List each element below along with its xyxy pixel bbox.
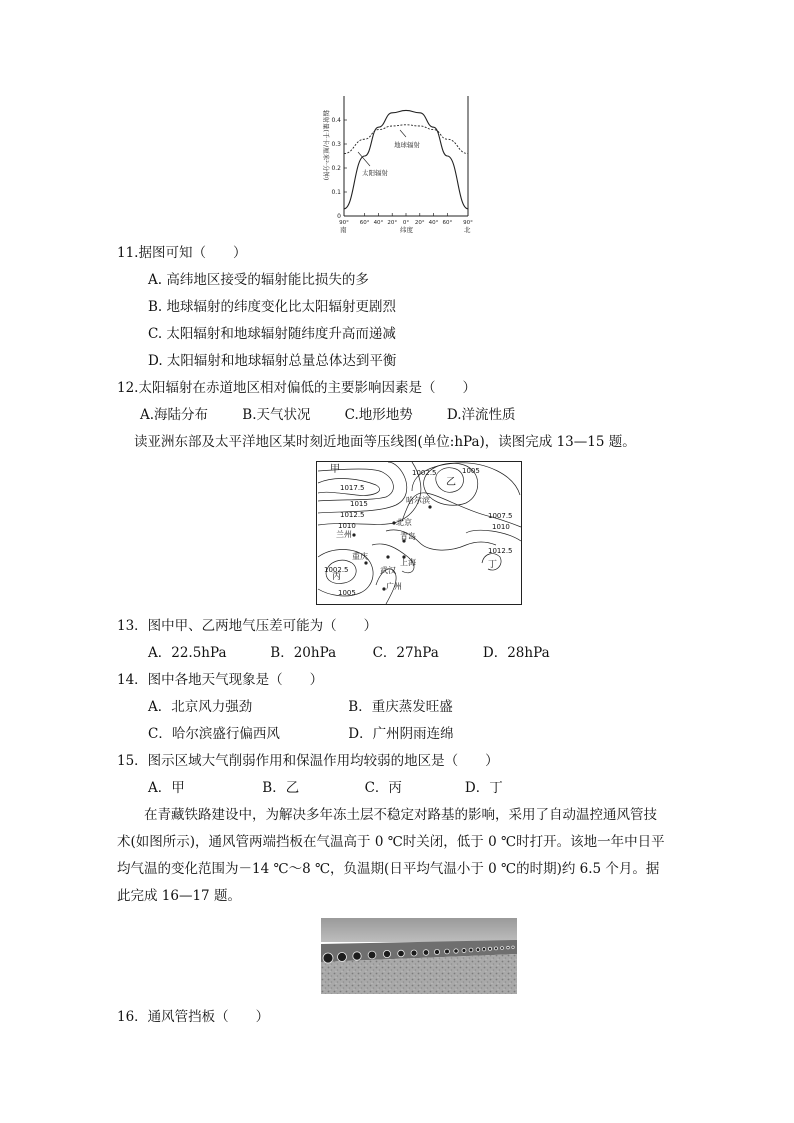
question-14-stem: 14．图中各地天气现象是（ ） (117, 672, 324, 688)
x-tick-label: 40° (428, 220, 439, 226)
radiation-chart-svg (318, 92, 488, 238)
pipe-opening (434, 949, 439, 954)
label-lanzhou: 兰州 (336, 530, 352, 539)
label-guangzhou: 广州 (386, 582, 402, 591)
q12-option-a: A.海陆分布 (140, 407, 209, 423)
pipe-opening (423, 950, 429, 956)
isobar-map (316, 461, 522, 605)
isobar-label-1005a: 1005 (462, 467, 480, 475)
x-tick-label: 60° (442, 220, 453, 226)
x-tick-label: 20° (387, 220, 398, 226)
y-tick-label: 0 (337, 213, 341, 220)
q11-option-b: B. 地球辐射的纬度变化比太阳辐射更剧烈 (148, 299, 397, 315)
earth-radiation-label: 地球辐射 (394, 141, 420, 149)
q12-option-c: C.地形地势 (344, 407, 413, 423)
wuhan-marker (386, 555, 389, 558)
earth-radiation-callout-line (400, 130, 406, 137)
earth-radiation-line (344, 125, 468, 154)
pipe-opening (495, 947, 498, 950)
isobar-label-1012-5b: 1012.5 (488, 547, 513, 555)
q12-options (140, 405, 545, 425)
y-tick-label: 0.4 (331, 117, 341, 124)
label-yi: 乙 (446, 477, 456, 488)
isobar-label-1015: 1015 (350, 500, 368, 508)
pipe-opening (482, 948, 485, 951)
q12-option-b: B.天气状况 (242, 407, 311, 423)
paragraph-line-2: 术(如图所示)，通风管两端挡板在气温高于 0 ℃时关闭，低于 0 ℃时打开。该地一年中日平 (117, 834, 665, 850)
label-chongqing: 重庆 (352, 552, 368, 561)
y-tick-label: 0.3 (331, 141, 341, 148)
label-shanghai: 上海 (400, 558, 416, 567)
chongqing-marker (364, 561, 367, 564)
pipe-opening (323, 953, 333, 963)
x-end-label-north: 北 (464, 226, 471, 234)
pipe-opening (383, 950, 390, 957)
isobar-label-1007-5: 1007.5 (488, 512, 513, 520)
pipe-opening (512, 946, 514, 948)
intro-13-15: 读亚洲东部及太平洋地区某时刻近地面等压线图(单位:hPa)，读图完成 13—15 题。 (134, 434, 636, 450)
harbin-marker (428, 505, 431, 508)
isobar-map-svg (316, 461, 522, 605)
x-tick-label: 90° (463, 220, 473, 226)
question-16-stem: 16．通风管挡板（ ） (117, 1009, 270, 1025)
pipe-opening (398, 950, 405, 957)
q14-option-b: B．重庆蒸发旺盛 (348, 699, 453, 715)
paragraph-line-3: 均气温的变化范围为－14 ℃～8 ℃，负温期(日平均气温小于 0 ℃的时期)约 6.5 个月。据 (117, 861, 660, 877)
chart-xlabel: 纬度 (400, 226, 413, 234)
label-ding: 丁 (488, 560, 498, 570)
q15-option-d: D．丁 (464, 780, 503, 796)
x-tick-label: 20° (414, 220, 425, 226)
pipe-opening (411, 950, 417, 956)
pipe-opening (469, 948, 473, 952)
q11-option-a: A. 高纬地区接受的辐射能比损失的多 (148, 272, 369, 288)
q13-option-c: C．27hPa (372, 645, 439, 661)
solar-radiation-label: 太阳辐射 (362, 169, 388, 177)
question-13-stem: 13．图中甲、乙两地气压差可能为（ ） (117, 618, 378, 634)
q15-option-c: C．丙 (364, 780, 402, 796)
q12-option-d: D.洋流性质 (446, 407, 516, 423)
q14-options-row2 (148, 724, 454, 744)
isobar-label-1010a: 1010 (338, 522, 356, 530)
q11-option-d: D. 太阳辐射和地球辐射总量总体达到平衡 (148, 353, 397, 369)
pipe-opening (488, 947, 491, 950)
x-tick-label: 90° (339, 220, 349, 226)
q15-option-b: B．乙 (262, 780, 300, 796)
label-bing: 丙 (332, 572, 342, 582)
q11-option-c: C. 太阳辐射和地球辐射随纬度升高而递减 (148, 326, 396, 342)
solar-radiation-callout-line (358, 152, 370, 166)
photo-sky (321, 918, 517, 942)
isobar-label-1005b: 1005 (338, 589, 356, 597)
q15-option-a: A．甲 (148, 780, 185, 796)
isobar-label-1012-5a: 1012.5 (340, 511, 365, 519)
pipe-opening (476, 948, 480, 952)
radiation-chart (318, 92, 488, 238)
isobar-label-1017-5: 1017.5 (340, 484, 365, 492)
ventilation-pipe-photo-svg (321, 918, 517, 994)
ventilation-pipe-photo (321, 918, 517, 994)
q13-option-d: D．28hPa (482, 645, 550, 661)
question-15-stem: 15．图示区域大气削弱作用和保温作用均较弱的地区是（ ） (117, 753, 499, 769)
q13-option-b: B．20hPa (270, 645, 337, 661)
y-tick-label: 0.2 (331, 165, 341, 172)
pipe-opening (368, 951, 376, 959)
pipe-opening (507, 946, 510, 949)
x-tick-label: 40° (373, 220, 384, 226)
isobar-label-1002-5a: 1002.5 (412, 469, 437, 477)
q14-options-row1 (148, 697, 453, 717)
x-end-label-south: 南 (340, 226, 347, 234)
pipe-opening (338, 953, 347, 962)
question-12-stem: 12.太阳辐射在赤道地区相对偏低的主要影响因素是（ ） (117, 380, 476, 396)
pipe-opening (454, 949, 458, 953)
q14-option-d: D．广州阴雨连绵 (348, 726, 454, 742)
pipe-opening (353, 952, 361, 960)
x-tick-label: 60° (359, 220, 370, 226)
paragraph-16-17 (117, 802, 677, 910)
question-11-stem: 11.据图可知（ ） (117, 245, 247, 261)
label-harbin: 哈尔滨 (406, 496, 430, 505)
q14-option-c: C．哈尔滨盛行偏西风 (148, 726, 280, 742)
q13-options (148, 643, 581, 663)
label-wuhan: 武汉 (380, 566, 396, 575)
pipe-opening (462, 949, 466, 953)
label-qingdao: 青岛 (400, 532, 416, 541)
lanzhou-marker (352, 533, 355, 536)
y-tick-label: 0.1 (331, 189, 341, 196)
q15-options (148, 778, 545, 798)
paragraph-line-1: 在青藏铁路建设中，为解决多年冻土层不稳定对路基的影响，采用了自动温控通风管技 (117, 807, 657, 823)
pipe-opening (445, 949, 450, 954)
label-jia: 甲 (330, 464, 340, 475)
isobar-label-1002-5b: 1002.5 (324, 566, 349, 574)
q13-option-a: A．22.5hPa (148, 645, 227, 661)
isobar-label-1010b: 1010 (492, 523, 510, 531)
paragraph-line-4: 此完成 16—17 题。 (117, 888, 241, 904)
label-beijing: 北京 (396, 518, 412, 527)
chart-ylabel: 辐射量(千卡/厘米²·分钟) (322, 110, 330, 181)
q14-option-a: A．北京风力强劲 (148, 699, 253, 715)
x-tick-label: 0° (402, 220, 410, 226)
pipe-opening (501, 947, 504, 950)
